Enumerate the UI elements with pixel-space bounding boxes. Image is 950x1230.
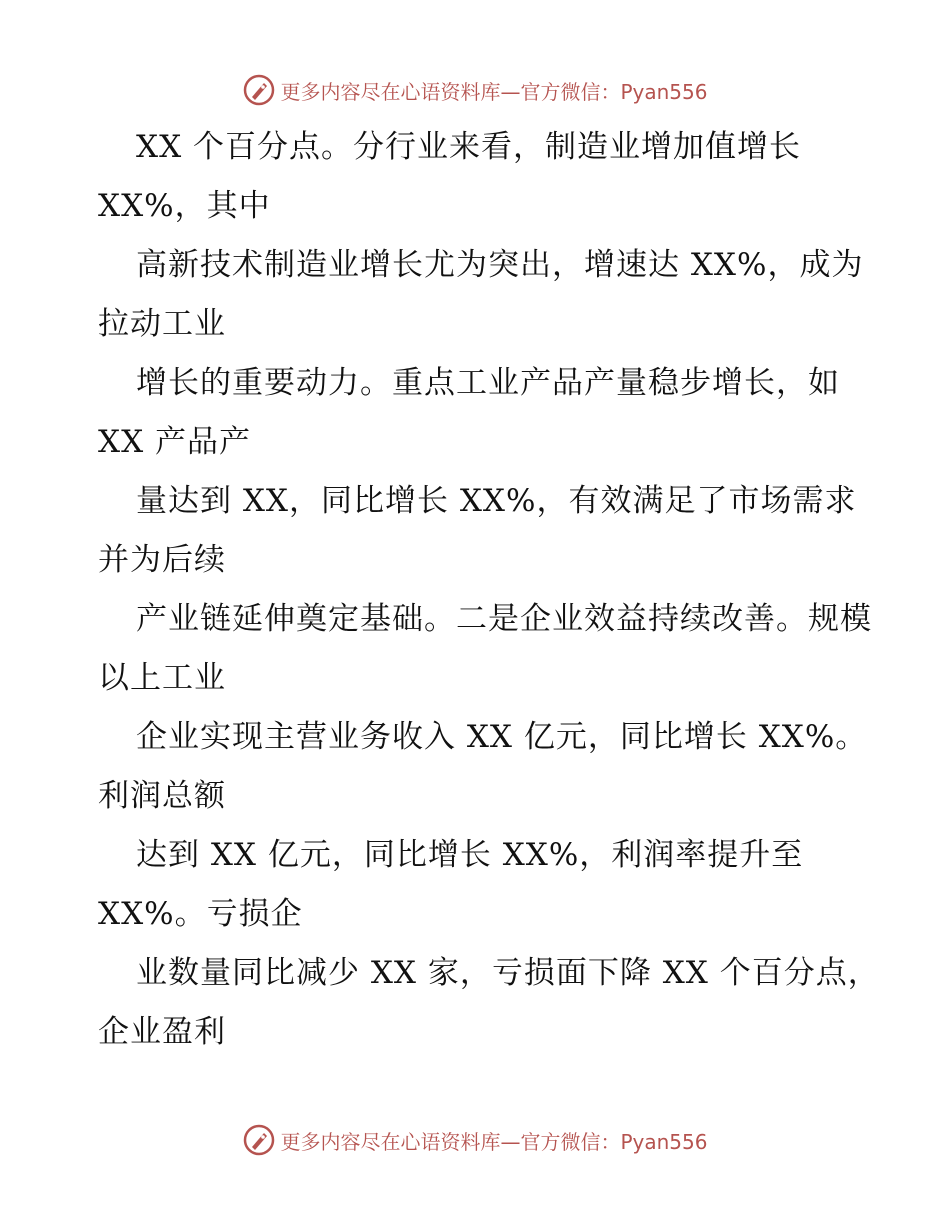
paragraph: 企业实现主营业务收入 XX 亿元，同比增长 XX%。利润总额	[98, 719, 868, 814]
footer-watermark-banner	[0, 1120, 950, 1160]
paragraph: 增长的重要动力。重点工业产品产量稳步增长，如 XX 产品产	[98, 365, 840, 460]
document-body	[98, 118, 888, 1062]
footer-banner-text: 更多内容尽在心语资料库—官方微信：Pyan556	[280, 1129, 708, 1154]
header-watermark-banner	[0, 70, 950, 110]
paragraph: 产业链延伸奠定基础。二是企业效益持续改善。规模以上工业	[98, 601, 872, 696]
pen-nib-logo-icon	[242, 73, 276, 107]
paragraph: 量达到 XX，同比增长 XX%，有效满足了市场需求并为后续	[98, 483, 857, 578]
pen-nib-logo-icon	[242, 1123, 276, 1157]
header-banner-text: 更多内容尽在心语资料库—官方微信：Pyan556	[280, 79, 708, 104]
paragraph: 达到 XX 亿元，同比增长 XX%，利润率提升至 XX%。亏损企	[98, 837, 804, 932]
paragraph: 高新技术制造业增长尤为突出，增速达 XX%，成为拉动工业	[98, 247, 864, 342]
paragraph: XX 个百分点。分行业来看，制造业增加值增长 XX%，其中	[98, 129, 801, 224]
paragraph: 业数量同比减少 XX 家，亏损面下降 XX 个百分点，企业盈利	[98, 955, 880, 1050]
